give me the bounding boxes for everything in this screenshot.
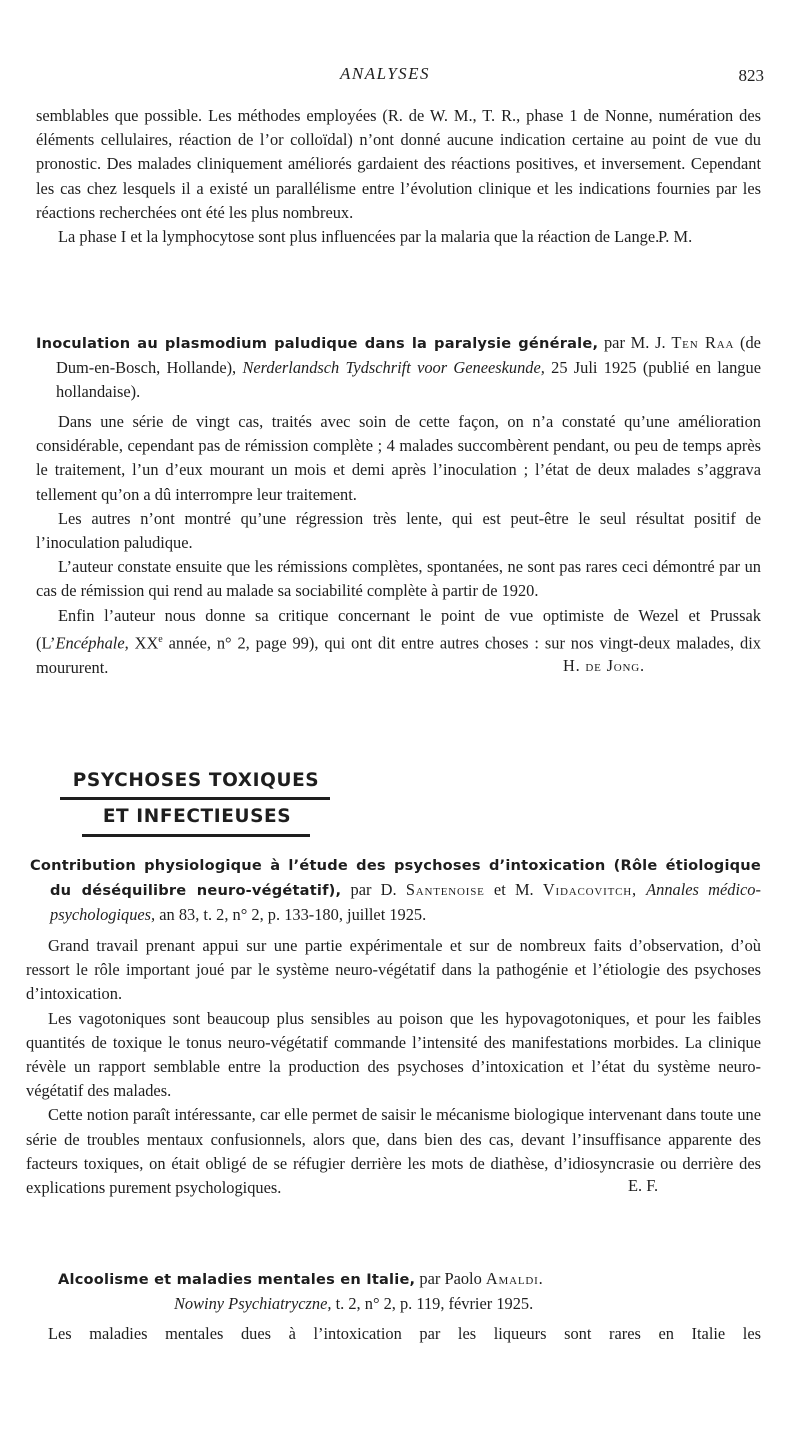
citation-details: an 83, t. 2, n° 2, p. 133-180, juillet 1925. bbox=[159, 905, 427, 925]
signature: H. de Jong. bbox=[563, 655, 645, 675]
journal-name: Nowiny Psychiatryczne, bbox=[174, 1294, 332, 1314]
superscript: e bbox=[158, 633, 163, 645]
journal-name: Nerderlandsch Tydschrift voor Geneeskunde, bbox=[242, 358, 545, 378]
heading-rule bbox=[82, 834, 310, 837]
body-paragraph: Les vagotoniques sont beaucoup plus sensibles au poison que les hypovagotoniques, et pour les faibles quantités de toxique le tonus neuro-végétatif commande l’intensité des manifestations morbides. La clinique révèle un rapport semblable entre la production des psychoses d’intoxication et l’état du système neuro-végétatif des malades. bbox=[26, 1008, 761, 1101]
article-citation bbox=[30, 853, 761, 928]
body-paragraph bbox=[36, 604, 761, 680]
paragraph-text: Enfin l’auteur nous donne sa critique concernant le point de vue optimiste de Wezel et Prussak (L’ bbox=[36, 605, 761, 653]
article-title: Inoculation au plasmodium paludique dans la paralysie générale, bbox=[36, 335, 599, 352]
intro-paragraph: semblables que possible. Les méthodes employées (R. de W. M., T. R., phase 1 de Nonne, numération des éléments cellulaires, réaction de l’or colloïdal) n’ont donné aucune indication certaine au point de vue du pronostic. Des malades cliniquement améliorés gardaient des réactions positives, et inversement. Cependant les cas chez lesquels il a existé un parallélisme entre l’évolution clinique et les indications fournies par les réactions recherchées ont été les plus nombreux. bbox=[36, 106, 761, 222]
article-citation bbox=[36, 331, 761, 405]
intro-closing-text: La phase I et la lymphocytose sont plus influencées par la malaria que la réaction de Lange. bbox=[58, 227, 660, 247]
citation-paragraph bbox=[36, 331, 761, 405]
article-body bbox=[36, 410, 761, 680]
author-name: Santenoise bbox=[405, 880, 485, 900]
page-header bbox=[0, 64, 800, 88]
body-paragraph: Les autres n’ont montré qu’une régression très lente, qui est peut-être le seul résultat positif de l’inoculation paludique. bbox=[36, 508, 761, 553]
article-title: Contribution physiologique à l’étude des psychoses d’intoxication (Rôle étiologique du déséquilibre neuro-végétatif), bbox=[30, 857, 761, 900]
article-title: Alcoolisme et maladies mentales en Italie, bbox=[58, 1271, 416, 1288]
byline-prefix: par Paolo bbox=[419, 1269, 482, 1288]
body-paragraph: Cette notion paraît intéressante, car elle permet de saisir le mécanisme biologique intervenant dans toute une série de troubles mentaux confusionnels, alors que, dans bien des cas, devant l’insuffisance apparente des facteurs toxiques, on était obligé de se réfugier derrière les mots de diathèse, d’idiosyncrasie ou derrière des explications purement psychologiques. bbox=[26, 1105, 761, 1198]
intro-review bbox=[36, 104, 761, 249]
article-citation bbox=[58, 1267, 758, 1316]
body-paragraph: L’auteur constate ensuite que les rémissions complètes, spontanées, ne sont pas rares ceci démontré par un cas de rémission qui rend au malade sa sociabilité complète à partir de 1920. bbox=[36, 557, 761, 601]
byline-conjunction: et M. bbox=[493, 880, 534, 900]
citation-paragraph bbox=[30, 853, 761, 928]
byline-prefix: par D. bbox=[350, 880, 397, 900]
author-name: Amaldi. bbox=[485, 1269, 544, 1288]
publication-date: 25 Juli 1925 (publié en langue hollandaise). bbox=[56, 358, 761, 402]
article-body bbox=[26, 934, 761, 1200]
byline-prefix: par M. J. bbox=[603, 333, 666, 352]
article-body bbox=[26, 1322, 761, 1346]
heading-rule bbox=[60, 797, 330, 800]
signature: P. M. bbox=[658, 227, 693, 247]
page-number: 823 bbox=[738, 66, 764, 85]
citation-paragraph bbox=[58, 1267, 758, 1316]
citation-details: t. 2, n° 2, p. 119, février 1925. bbox=[335, 1294, 534, 1314]
author-name: Ten Raa bbox=[671, 333, 735, 352]
journal-name: Annales médico-psychologiques, bbox=[50, 880, 761, 925]
paragraph-text: , XX bbox=[124, 633, 159, 653]
body-paragraph: Grand travail prenant appui sur une partie expérimentale et sur de nombreux faits d’observation, d’où ressort le rôle important joué par le système neuro-végétatif dans la pathogénie et l’étiologie des psychoses d’intoxication. bbox=[26, 936, 761, 1004]
body-paragraph: Dans une série de vingt cas, traités avec soin de cette façon, on n’a constaté qu’une amélioration considérable, cependant pas de rémission complète ; 4 malades succombèrent pendant, ou peu de temps après le traitement, l’un d’eux mourant un mois et demi après l’inoculation ; l’état de deux malades s’aggrava tellement qu’on a dû interrompre leur traitement. bbox=[36, 412, 761, 504]
signature: E. F. bbox=[628, 1176, 659, 1196]
section-heading-line-2: ET INFECTIEUSES bbox=[102, 806, 292, 827]
intro-closing-paragraph bbox=[36, 225, 761, 249]
body-paragraph: Les maladies mentales dues à l’intoxication par les liqueurs sont rares en Italie les bbox=[48, 1324, 761, 1343]
author-location: (de Dum-en-Bosch, Hollande), bbox=[56, 333, 761, 378]
paragraph-text: année, n° 2, page 99), qui ont dit entre autres choses : sur nos vingt-deux malades, dix moururent. bbox=[36, 633, 761, 677]
running-title: ANALYSES bbox=[340, 64, 431, 83]
section-heading-line-1: PSYCHOSES TOXIQUES bbox=[72, 770, 320, 791]
journal-name: Encéphale bbox=[55, 633, 125, 653]
author-name: Vidacovitch, bbox=[542, 880, 637, 900]
